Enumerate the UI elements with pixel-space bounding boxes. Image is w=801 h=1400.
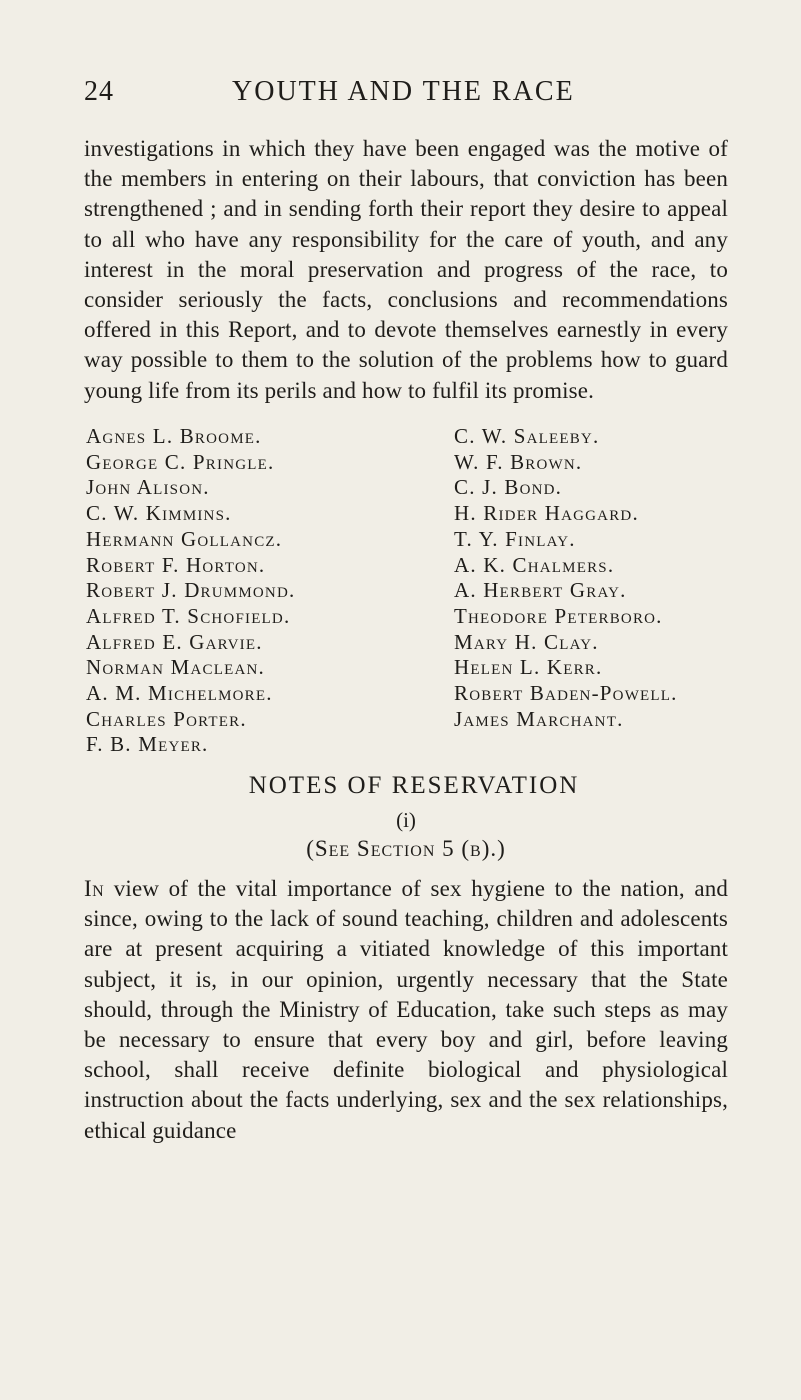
section-reference: (See Section 5 (b).) xyxy=(306,836,506,861)
section-heading: NOTES OF RESERVATION xyxy=(248,772,580,799)
signatory-name: H. Rider Haggard. xyxy=(454,501,639,526)
signatory-name: George C. Pringle. xyxy=(86,449,275,474)
signatory-name: T. Y. Finlay. xyxy=(454,526,576,551)
signatory-name: James Marchant. xyxy=(454,706,624,731)
signatory-name: Robert Baden-Powell. xyxy=(454,681,678,706)
signatory-name: A. M. Michelmore. xyxy=(86,681,273,706)
signatories-left-column xyxy=(86,424,454,758)
signatory-name: A. Herbert Gray. xyxy=(454,578,627,603)
running-head: YOUTH AND THE RACE xyxy=(232,76,575,107)
page-header xyxy=(84,76,724,116)
signatory-name: Alfred E. Garvie. xyxy=(86,629,263,654)
body-paragraph: investigations in which they have been engaged was the motive of the members in entering on their labours, that conviction has been strengthened ; and in sending forth their report they desire to appeal to all who have any responsibility for the care of youth, and any interest in the moral preservation and progress of the race, to consider seriously the facts, conclusions and recommendations offered in this Report, and to devote themselves earnestly in every way possible to them to the solution of the problems how to guard young life from its perils and how to fulfil its promise. xyxy=(84,136,728,403)
signatory-name: A. K. Chalmers. xyxy=(454,552,615,577)
signatory-name: Norman Maclean. xyxy=(86,655,266,680)
signatory-name: F. B. Meyer. xyxy=(86,732,209,757)
page-number: 24 xyxy=(84,76,114,107)
signatory-name: Agnes L. Broome. xyxy=(86,424,262,448)
signatory-name: Robert F. Horton. xyxy=(86,552,266,577)
signatory-name: C. W. Kimmins. xyxy=(86,501,232,526)
section-number: (i) xyxy=(396,808,416,832)
signatory-name: Charles Porter. xyxy=(86,706,247,731)
signatory-name: W. F. Brown. xyxy=(454,449,583,474)
reservation-paragraph xyxy=(84,874,728,1146)
paragraph-text: view of the vital importance of sex hygiene to the nation, and since, owing to the lack of sound teaching, children and adolescents are at present acquiring a vitiated knowledge of this important subject, it is, in our opinion, urgently necessary that the State should, through the Ministry of Education, take such steps as may be necessary to ensure that every boy and girl, before leaving school, shall receive definite biological and physiological instruction about the facts underlying, sex and the sex relationships, ethical guidance xyxy=(84,876,728,1143)
signatory-name: Theodore Peterboro. xyxy=(454,603,663,628)
signatory-name: Helen L. Kerr. xyxy=(454,655,603,680)
signatories-list xyxy=(86,424,726,758)
signatory-name: C. W. Saleeby. xyxy=(454,424,600,448)
signatory-name: John Alison. xyxy=(86,475,210,500)
paragraph-lead-in: In xyxy=(84,876,105,901)
signatory-name: Alfred T. Schofield. xyxy=(86,603,291,628)
signatory-name: Robert J. Drummond. xyxy=(86,578,296,603)
signatories-right-column xyxy=(454,424,726,758)
signatory-name: Hermann Gollancz. xyxy=(86,526,283,551)
signatory-name: Mary H. Clay. xyxy=(454,629,599,654)
signatory-name: C. J. Bond. xyxy=(454,475,563,500)
